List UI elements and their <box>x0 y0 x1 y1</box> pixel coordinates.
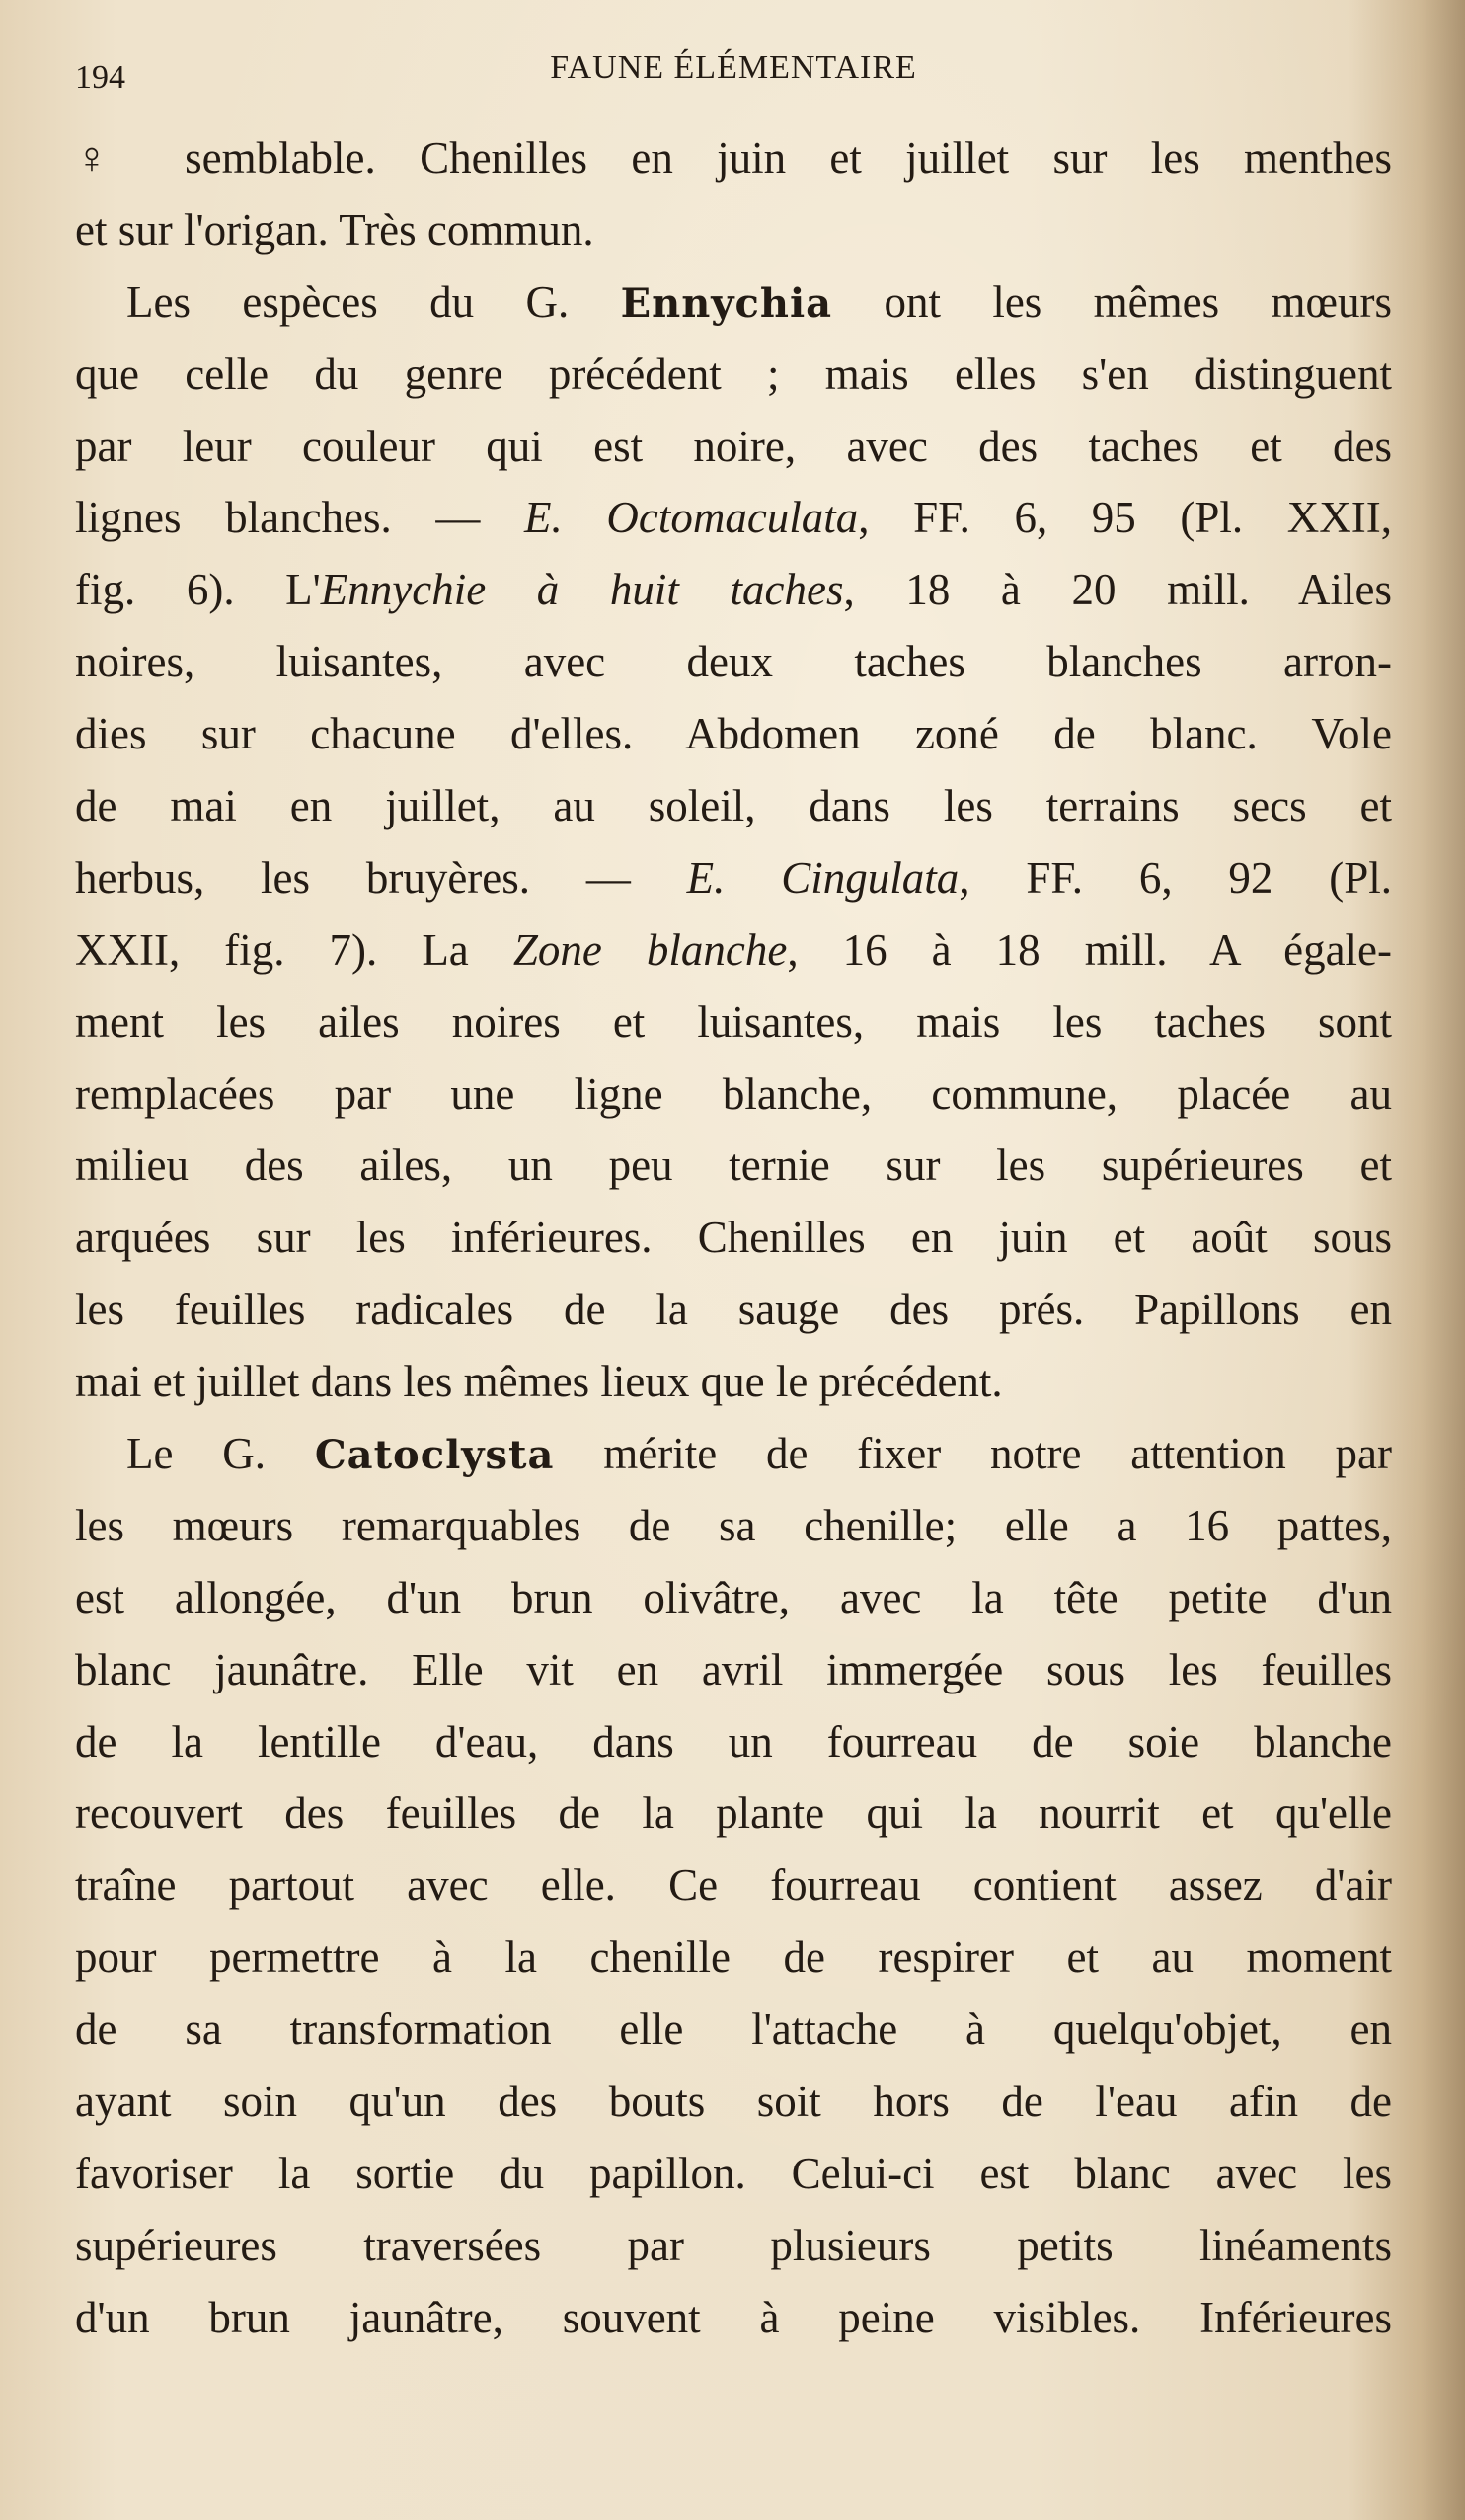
text-segment: que celle du genre précédent ; mais elles s'en distinguent <box>75 349 1392 399</box>
text-line <box>75 914 1392 986</box>
italic-text: E. Octomaculata <box>524 493 859 543</box>
italic-text: Zone blanche <box>512 924 788 975</box>
text-segment: Les espèces du G. <box>126 276 621 327</box>
text-line <box>75 482 1392 554</box>
text-segment: noires, luisantes, avec deux taches blanches arron- <box>75 637 1392 687</box>
text-segment: XXII, fig. 7). La <box>75 924 513 975</box>
text-segment: , FF. 6, 92 (Pl. <box>959 852 1393 903</box>
genus-name: Ennychia <box>620 279 833 327</box>
text-line <box>75 2282 1392 2354</box>
text-line <box>75 698 1392 770</box>
text-segment: par leur couleur qui est noire, avec des taches et des <box>75 421 1392 471</box>
text-segment: ♀ semblable. Chenilles en juin et juillet sur les menthes <box>75 133 1392 183</box>
text-line <box>75 1706 1392 1778</box>
text-segment: ayant soin qu'un des bouts soit hors de l'eau afin de <box>75 2077 1392 2127</box>
text-segment: Le G. <box>126 1429 315 1479</box>
text-segment: de la lentille d'eau, dans un fourreau de soie blanche <box>75 1716 1392 1767</box>
text-line <box>75 122 1392 195</box>
text-line <box>75 842 1392 914</box>
text-segment: et sur l'origan. Très commun. <box>75 204 594 255</box>
text-segment: d'un brun jaunâtre, souvent à peine visibles. Inférieures <box>75 2292 1392 2342</box>
text-line <box>75 1346 1392 1418</box>
text-line <box>75 1274 1392 1346</box>
text-line <box>75 1634 1392 1706</box>
text-line <box>75 1059 1392 1131</box>
text-line <box>75 554 1392 626</box>
text-segment: recouvert des feuilles de la plante qui la nourrit et qu'elle <box>75 1788 1392 1839</box>
italic-text: Ennychie à huit taches <box>320 565 844 615</box>
text-segment: , FF. 6, 95 (Pl. XXII, <box>858 493 1392 543</box>
text-line <box>75 2066 1392 2138</box>
running-title: FAUNE ÉLÉMENTAIRE <box>550 49 917 86</box>
text-segment: les feuilles radicales de la sauge des prés. Papillons en <box>75 1285 1392 1335</box>
text-segment: arquées sur les inférieures. Chenilles en juin et août sous <box>75 1213 1392 1263</box>
text-line <box>75 1850 1392 1922</box>
body-text <box>75 122 1392 2354</box>
text-segment: ment les ailes noires et luisantes, mais les taches sont <box>75 996 1392 1047</box>
text-line <box>75 339 1392 411</box>
text-segment: de mai en juillet, au soleil, dans les terrains secs et <box>75 781 1392 831</box>
text-line <box>75 626 1392 698</box>
text-segment: , 16 à 18 mill. A égale- <box>787 924 1393 975</box>
text-segment: milieu des ailes, un peu ternie sur les supérieures et <box>75 1141 1392 1191</box>
text-line <box>75 1922 1392 1994</box>
text-segment: lignes blanches. — <box>75 493 524 543</box>
text-line <box>75 1202 1392 1274</box>
text-segment: fig. 6). L' <box>75 565 321 615</box>
text-segment: traîne partout avec elle. Ce fourreau contient assez d'air <box>75 1860 1392 1911</box>
text-segment: pour permettre à la chenille de respirer et au moment <box>75 1932 1392 1983</box>
text-line <box>75 1130 1392 1202</box>
text-line <box>75 1562 1392 1634</box>
text-segment: mai et juillet dans les mêmes lieux que le précédent. <box>75 1357 1003 1407</box>
text-line <box>75 195 1392 267</box>
text-segment: ont les mêmes mœurs <box>832 276 1393 327</box>
text-line <box>75 1490 1392 1562</box>
text-line <box>75 411 1392 483</box>
text-segment: dies sur chacune d'elles. Abdomen zoné de blanc. Vole <box>75 709 1392 759</box>
text-segment: herbus, les bruyères. — <box>75 852 687 903</box>
text-segment: , 18 à 20 mill. Ailes <box>843 565 1392 615</box>
page-header <box>75 49 1392 99</box>
text-line <box>75 770 1392 842</box>
text-segment: remplacées par une ligne blanche, commune, placée au <box>75 1068 1392 1119</box>
text-segment: supérieures traversées par plusieurs petits linéaments <box>75 2220 1392 2270</box>
genus-name: Catoclysta <box>314 1432 555 1479</box>
text-line <box>75 1418 1392 1490</box>
text-line <box>75 2138 1392 2210</box>
text-segment: est allongée, d'un brun olivâtre, avec la tête petite d'un <box>75 1572 1392 1622</box>
italic-text: E. Cingulata <box>686 852 960 903</box>
text-line <box>75 2210 1392 2282</box>
text-segment: favoriser la sortie du papillon. Celui-ci est blanc avec les <box>75 2148 1392 2198</box>
text-line <box>75 1777 1392 1850</box>
text-segment: de sa transformation elle l'attache à quelqu'objet, en <box>75 2005 1392 2055</box>
text-line <box>75 986 1392 1059</box>
text-segment: blanc jaunâtre. Elle vit en avril immergée sous les feuilles <box>75 1644 1392 1694</box>
text-line <box>75 1994 1392 2066</box>
page-number: 194 <box>75 59 125 96</box>
text-segment: mérite de fixer notre attention par <box>554 1429 1393 1479</box>
text-line <box>75 267 1392 339</box>
text-segment: les mœurs remarquables de sa chenille; elle a 16 pattes, <box>75 1500 1392 1550</box>
